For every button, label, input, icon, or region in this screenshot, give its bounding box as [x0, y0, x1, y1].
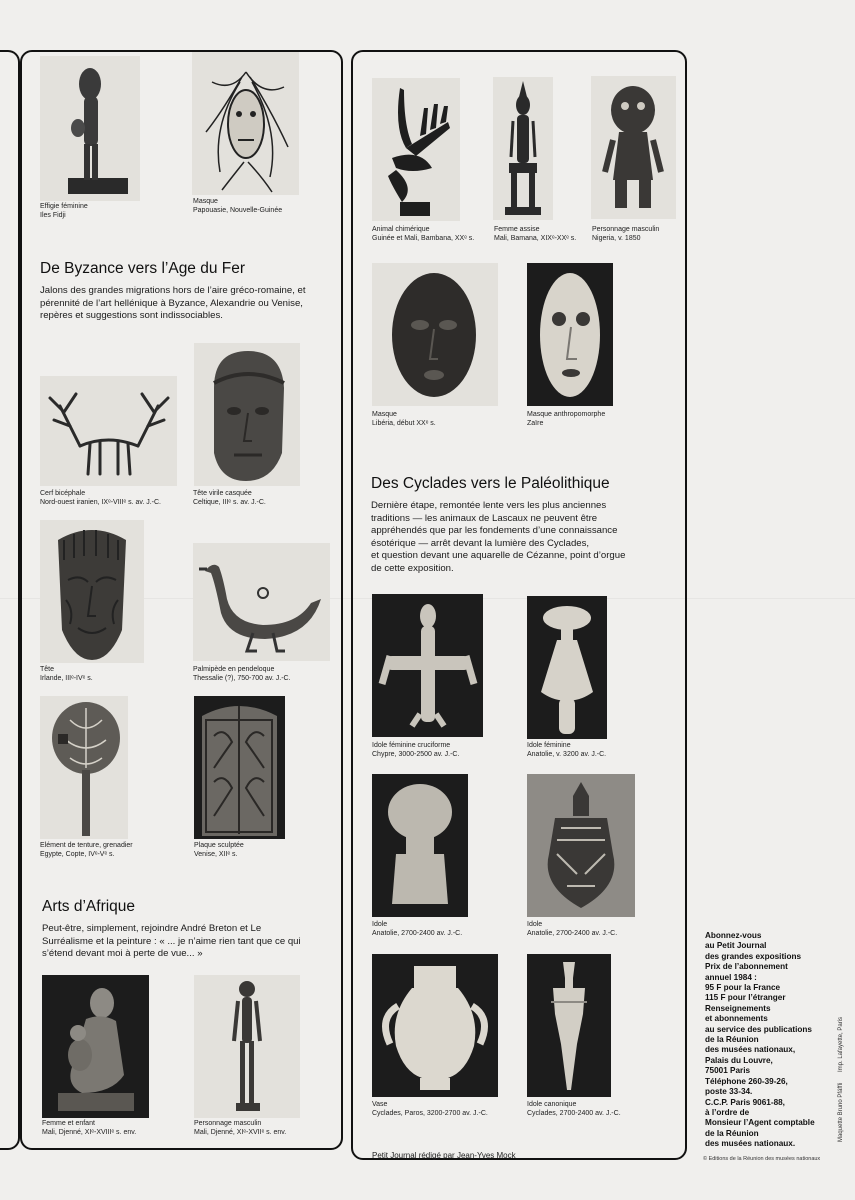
caption-idole-cruciforme: Idole féminine cruciforme Chypre, 3000-2500 av. J.-C.	[372, 742, 460, 758]
photo-effigie-feminine	[40, 56, 140, 201]
caption-masque-papouasie: Masque Papouasie, Nouvelle-Guinée	[193, 198, 283, 214]
caption-personnage-nigeria: Personnage masculin Nigeria, v. 1850	[592, 226, 660, 242]
caption-palmipede: Palmipède en pendeloque Thessalie (?), 750-700 av. J.-C.	[193, 666, 291, 682]
photo-animal-chimerique	[372, 78, 460, 221]
caption-femme-assise: Femme assise Mali, Bamana, XIXᵉ-XXᵉ s.	[494, 226, 577, 242]
photo-plaque-sculptee	[194, 696, 285, 839]
photo-tenture-grenadier	[40, 696, 128, 839]
photo-vase-cyclades	[372, 954, 498, 1097]
photo-idole-anatolie-1	[372, 774, 468, 917]
photo-tete-virile	[194, 343, 300, 486]
caption-vase: Vase Cyclades, Paros, 3200-2700 av. J.-C.	[372, 1101, 488, 1117]
left-panel-border	[0, 50, 20, 1150]
photo-idole-feminine	[527, 596, 607, 739]
caption-masque-liberia: Masque Libéria, début XXᵉ s.	[372, 411, 436, 427]
heading-cyclades: Des Cyclades vers le Paléolithique	[371, 475, 610, 492]
photo-femme-et-enfant	[42, 975, 149, 1118]
credit-maquette: Maquette Bruno Pfäffli	[838, 1082, 844, 1142]
heading-byzance: De Byzance vers l’Age du Fer	[40, 260, 246, 277]
paragraph-byzance: Jalons des grandes migrations hors de l’aire gréco-romaine, et pérennité de l’art hellénique à Byzance, Alexandrie ou Venise, repères et suggestions sont indissociables.	[40, 285, 306, 321]
photo-idole-canonique	[527, 954, 611, 1097]
caption-idole-anatolie-2: Idole Anatolie, 2700-2400 av. J.-C.	[527, 921, 618, 937]
caption-femme-enfant: Femme et enfant Mali, Djenné, XIᵉ-XVIIIᵉ s. env.	[42, 1120, 137, 1136]
caption-effigie: Effigie féminine Iles Fidji	[40, 203, 88, 219]
caption-masque-zaire: Masque anthropomorphe Zaïre	[527, 411, 606, 427]
subscription-info: Abonnez-vous au Petit Journal des grandes expositions Prix de l’abonnement annuel 1984 : 95 F pour la France 115 F pour l’étranger Renseignements et abonnements au service des publications de la Réunion des musées nationaux, Palais du Louvre, 75001 Paris Téléphone 260-39-26, poste 33-34. C.C.P. Paris 9061-88, à l’ordre de Monsieur l’Agent comptable de la Réunion des musées nationaux.	[705, 931, 815, 1149]
photo-idole-anatolie-2	[527, 774, 635, 917]
caption-tete-virile: Tête virile casquée Celtique, IIIᵉ s. av. J.-C.	[193, 490, 266, 506]
paragraph-cyclades: Dernière étape, remontée lente vers les plus anciennes traditions — les animaux de Lascaux ne peuvent être appréhendés que par les fondements d’une connaissance ésotérique — arrêt devant la lumière des Cyclades, et question devant une aquarelle de Cézanne, point d’orgue de cette exposition.	[371, 500, 626, 574]
paragraph-afrique: Peut-être, simplement, rejoindre André Breton et Le Surréalisme et la peinture : « ... je n’aime rien tant que ce qui s’étend devant moi à perte de vue... »	[42, 923, 301, 959]
caption-cerf: Cerf bicéphale Nord-ouest iranien, IXᵉ-VIIIᵉ s. av. J.-C.	[40, 490, 161, 506]
caption-idole-canonique: Idole canonique Cyclades, 2700-2400 av. J.-C.	[527, 1101, 621, 1117]
caption-idole-anatolie-1: Idole Anatolie, 2700-2400 av. J.-C.	[372, 921, 463, 937]
photo-femme-assise	[493, 77, 553, 220]
photo-cerf-bicephale	[40, 376, 177, 486]
credit-imprimerie: Imp. Lafayette, Paris	[838, 1016, 844, 1072]
caption-tete-irlande: Tête Irlande, IIIᵉ-IVᵉ s.	[40, 666, 93, 682]
caption-personnage-djenne: Personnage masculin Mali, Djenné, XIᵉ-XVIIᵉ s. env.	[194, 1120, 287, 1136]
heading-afrique: Arts d’Afrique	[42, 898, 136, 915]
photo-palmipede	[193, 543, 330, 661]
caption-tenture: Elément de tenture, grenadier Egypte, Copte, IVᵉ-Vᵉ s.	[40, 842, 133, 858]
photo-masque-zaire	[527, 263, 613, 406]
photo-personnage-djenne	[194, 975, 300, 1118]
photo-masque-papouasie	[192, 52, 299, 195]
photo-tete-irlande	[40, 520, 144, 663]
copyright-notice: © Editions de la Réunion des musées nationaux	[703, 1156, 821, 1162]
photo-idole-cruciforme	[372, 594, 483, 737]
photo-personnage-nigeria	[591, 76, 676, 219]
caption-plaque: Plaque sculptée Venise, XIIᵉ s.	[194, 842, 244, 858]
photo-masque-liberia	[372, 263, 498, 406]
caption-idole-feminine: Idole féminine Anatolie, v. 3200 av. J.-C.	[527, 742, 607, 758]
editorial-credits: Petit Journal rédigé par Jean-Yves Mock	[372, 1151, 516, 1160]
caption-animal: Animal chimérique Guinée et Mali, Bambana, XXᵉ s.	[372, 226, 475, 242]
